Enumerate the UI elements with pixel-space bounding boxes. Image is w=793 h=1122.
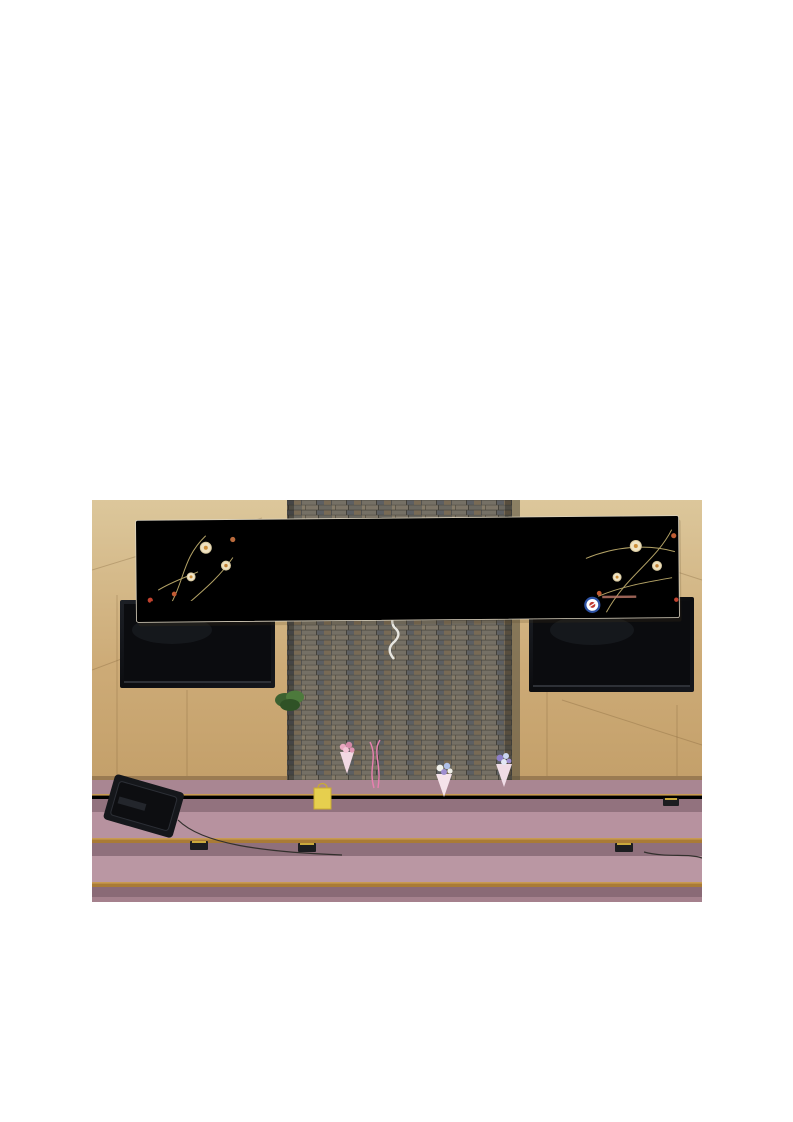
banner-badge <box>150 601 214 617</box>
letter-body <box>85 106 707 116</box>
commissioning-photo <box>92 500 702 902</box>
stage-steps <box>92 780 702 902</box>
banner <box>136 516 682 627</box>
logo-small-line <box>602 596 636 599</box>
photo-illustration <box>92 500 702 902</box>
